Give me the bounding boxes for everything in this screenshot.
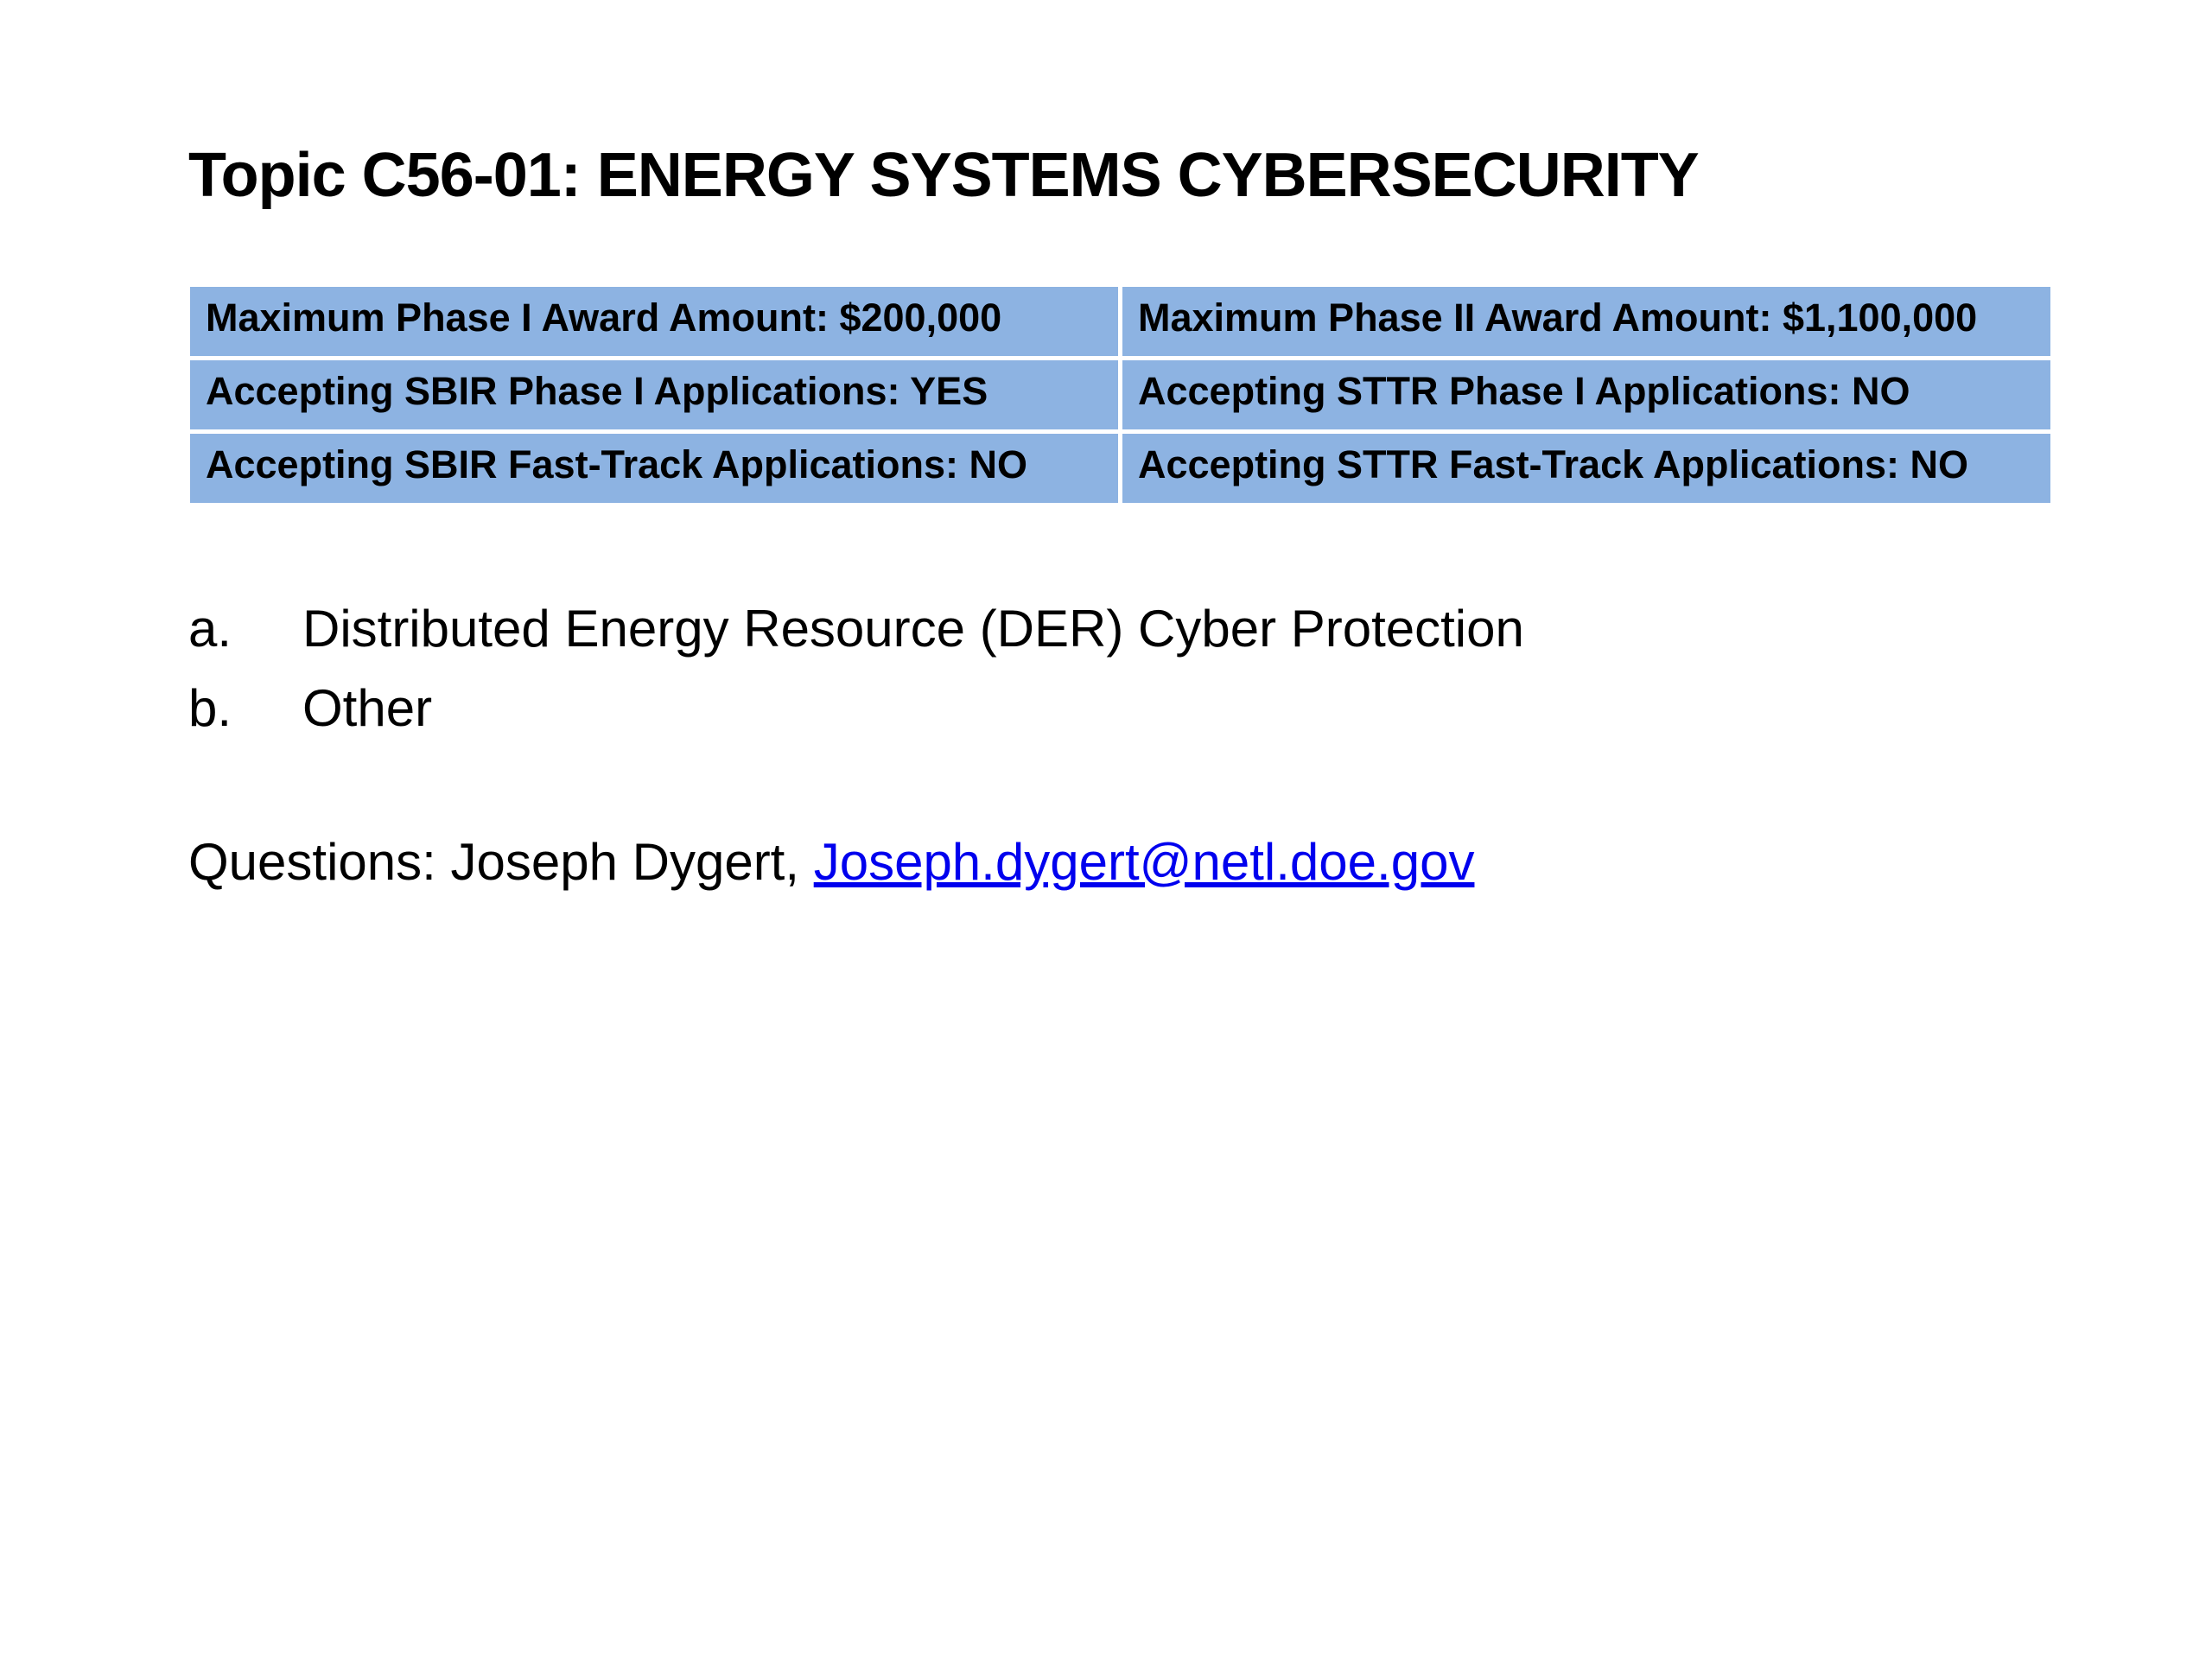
slide-title: Topic C56-01: ENERGY SYSTEMS CYBERSECURITY — [188, 141, 1699, 210]
table-cell-sttr-fast-track: Accepting STTR Fast-Track Applications: NO — [1121, 432, 2053, 505]
list-item-text: Other — [302, 679, 433, 737]
table-cell-sttr-phase1: Accepting STTR Phase I Applications: NO — [1121, 359, 2053, 432]
table-row — [188, 285, 2053, 359]
questions-line — [188, 831, 1474, 893]
list-marker: a. — [188, 600, 232, 658]
list-item — [188, 669, 1524, 748]
list-item-text: Distributed Energy Resource (DER) Cyber Protection — [302, 600, 1524, 658]
award-info-table — [186, 283, 2055, 507]
questions-prefix: Questions: Joseph Dygert, — [188, 833, 814, 891]
table-row — [188, 432, 2053, 505]
table-cell-sbir-phase1: Accepting SBIR Phase I Applications: YES — [188, 359, 1121, 432]
table-cell-sbir-fast-track: Accepting SBIR Fast-Track Applications: NO — [188, 432, 1121, 505]
list-marker: b. — [188, 679, 232, 737]
table-row — [188, 359, 2053, 432]
table-cell-phase2-award: Maximum Phase II Award Amount: $1,100,000 — [1121, 285, 2053, 359]
contact-email-link[interactable]: Joseph.dygert@netl.doe.gov — [813, 833, 1475, 891]
subtopic-list — [188, 589, 1524, 748]
table-cell-phase1-award: Maximum Phase I Award Amount: $200,000 — [188, 285, 1121, 359]
list-item — [188, 589, 1524, 669]
